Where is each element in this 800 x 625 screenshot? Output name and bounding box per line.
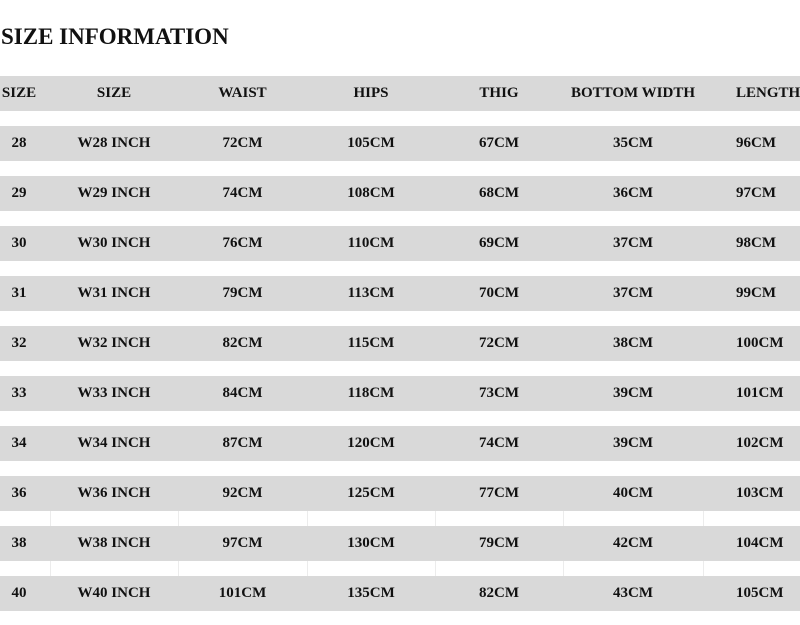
cell-bottom-width: 40CM <box>613 485 653 501</box>
cell-length: 100CM <box>736 335 784 351</box>
cell-hips: 125CM <box>347 485 395 501</box>
header-bottom-width: BOTTOM WIDTH <box>570 85 696 101</box>
cell-bottom-width: 37CM <box>613 285 653 301</box>
row-gap <box>0 361 800 376</box>
header-size-inch: SIZE <box>96 85 132 101</box>
cell-thigh: 74CM <box>479 435 519 451</box>
column-separator <box>703 561 704 576</box>
table-row <box>0 426 800 461</box>
cell-thigh: 79CM <box>479 535 519 551</box>
cell-size-number: 36 <box>11 485 27 501</box>
cell-size-number: 33 <box>11 385 27 401</box>
cell-size-inch: W38 INCH <box>77 535 151 551</box>
row-gap <box>0 261 800 276</box>
cell-length: 104CM <box>736 535 784 551</box>
cell-bottom-width: 42CM <box>613 535 653 551</box>
column-separator <box>703 511 704 526</box>
cell-waist: 76CM <box>222 235 263 251</box>
cell-thigh: 72CM <box>479 335 519 351</box>
row-gap <box>0 511 800 526</box>
cell-size-number: 34 <box>11 435 27 451</box>
cell-size-inch: W28 INCH <box>77 135 151 151</box>
cell-size-inch: W36 INCH <box>77 485 151 501</box>
cell-hips: 110CM <box>347 235 395 251</box>
row-gap <box>0 111 800 126</box>
header-thigh: THIG <box>479 85 519 101</box>
cell-hips: 113CM <box>347 285 395 301</box>
row-gap <box>0 411 800 426</box>
table-row <box>0 526 800 561</box>
row-gap <box>0 161 800 176</box>
cell-hips: 115CM <box>347 335 395 351</box>
cell-size-inch: W34 INCH <box>77 435 151 451</box>
cell-bottom-width: 36CM <box>613 185 653 201</box>
cell-thigh: 73CM <box>479 385 519 401</box>
cell-waist: 82CM <box>222 335 263 351</box>
cell-length: 98CM <box>736 235 776 251</box>
cell-hips: 130CM <box>347 535 395 551</box>
cell-size-number: 31 <box>11 285 27 301</box>
header-length: LENGTH <box>736 85 800 101</box>
table-header-row <box>0 76 800 111</box>
cell-bottom-width: 35CM <box>613 135 653 151</box>
cell-length: 99CM <box>736 285 776 301</box>
cell-waist: 87CM <box>222 435 263 451</box>
cell-hips: 105CM <box>347 135 395 151</box>
row-gap <box>0 561 800 576</box>
cell-thigh: 77CM <box>479 485 519 501</box>
table-row <box>0 126 800 161</box>
cell-thigh: 70CM <box>479 285 519 301</box>
cell-size-number: 40 <box>11 585 27 601</box>
table-row <box>0 326 800 361</box>
cell-size-number: 38 <box>11 535 27 551</box>
cell-size-inch: W31 INCH <box>77 285 151 301</box>
cell-waist: 84CM <box>222 385 263 401</box>
cell-waist: 72CM <box>222 135 263 151</box>
cell-length: 102CM <box>736 435 784 451</box>
column-separator <box>307 511 308 526</box>
cell-thigh: 82CM <box>479 585 519 601</box>
row-gap <box>0 311 800 326</box>
cell-length: 105CM <box>736 585 784 601</box>
column-separator <box>50 511 51 526</box>
cell-bottom-width: 39CM <box>613 385 653 401</box>
column-separator <box>50 561 51 576</box>
cell-size-inch: W30 INCH <box>77 235 151 251</box>
cell-bottom-width: 39CM <box>613 435 653 451</box>
cell-thigh: 67CM <box>479 135 519 151</box>
cell-hips: 135CM <box>347 585 395 601</box>
row-gap <box>0 211 800 226</box>
cell-waist: 74CM <box>222 185 263 201</box>
cell-waist: 101CM <box>218 585 267 601</box>
cell-waist: 79CM <box>222 285 263 301</box>
cell-waist: 97CM <box>222 535 263 551</box>
header-waist: WAIST <box>218 85 267 101</box>
cell-length: 103CM <box>736 485 784 501</box>
cell-size-inch: W33 INCH <box>77 385 151 401</box>
cell-waist: 92CM <box>222 485 263 501</box>
header-hips: HIPS <box>353 85 389 101</box>
table-row <box>0 376 800 411</box>
cell-hips: 118CM <box>347 385 395 401</box>
column-separator <box>435 561 436 576</box>
cell-bottom-width: 38CM <box>613 335 653 351</box>
cell-hips: 108CM <box>347 185 395 201</box>
cell-bottom-width: 43CM <box>613 585 653 601</box>
cell-size-number: 29 <box>11 185 27 201</box>
table-row <box>0 576 800 611</box>
cell-hips: 120CM <box>347 435 395 451</box>
table-row <box>0 276 800 311</box>
cell-size-inch: W32 INCH <box>77 335 151 351</box>
column-separator <box>307 561 308 576</box>
row-gap <box>0 461 800 476</box>
column-separator <box>435 511 436 526</box>
page-title: SIZE INFORMATION <box>1 24 229 49</box>
cell-size-number: 30 <box>11 235 27 251</box>
cell-size-number: 28 <box>11 135 27 151</box>
column-separator <box>178 561 179 576</box>
column-separator <box>178 511 179 526</box>
table-row <box>0 476 800 511</box>
cell-length: 96CM <box>736 135 776 151</box>
cell-size-inch: W29 INCH <box>77 185 151 201</box>
column-separator <box>563 511 564 526</box>
cell-thigh: 69CM <box>479 235 519 251</box>
table-row <box>0 226 800 261</box>
cell-thigh: 68CM <box>479 185 519 201</box>
cell-length: 97CM <box>736 185 776 201</box>
cell-bottom-width: 37CM <box>613 235 653 251</box>
cell-size-inch: W40 INCH <box>77 585 151 601</box>
column-separator <box>563 561 564 576</box>
cell-length: 101CM <box>736 385 784 401</box>
header-size-number: SIZE <box>1 85 37 101</box>
table-row <box>0 176 800 211</box>
cell-size-number: 32 <box>11 335 27 351</box>
